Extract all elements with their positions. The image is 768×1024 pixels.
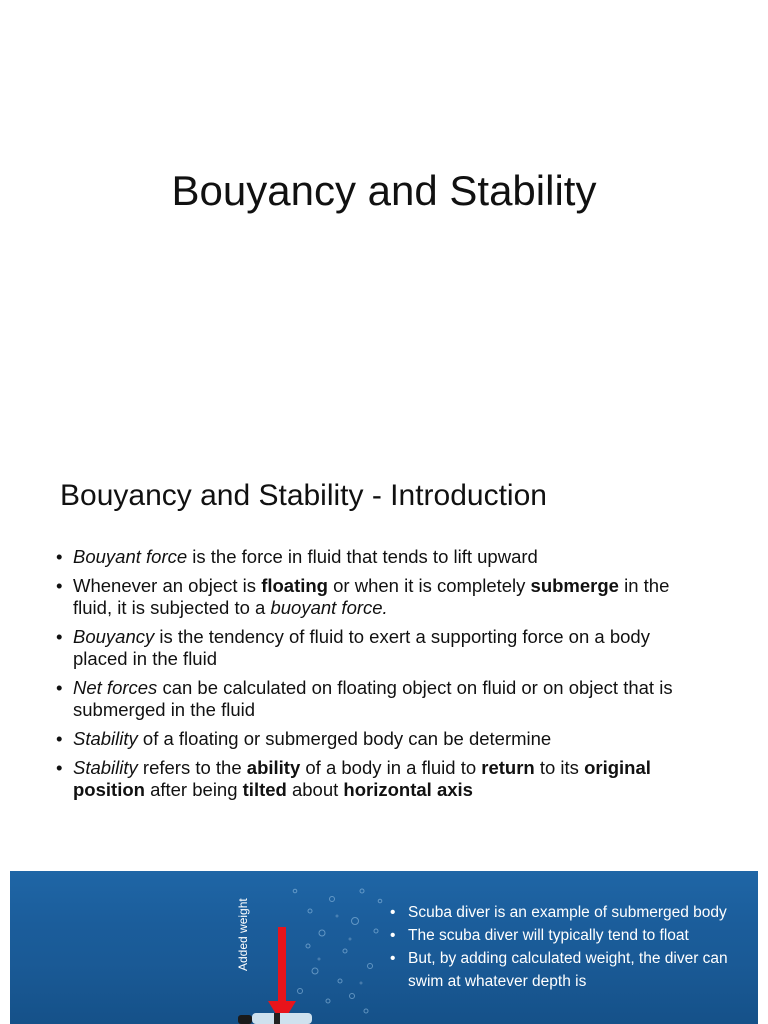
bullet-item [56,757,706,801]
scuba-bullet-text: The scuba diver will typically tend to float [408,927,689,944]
bullet-text: after being [144,779,243,800]
bullet-item [56,728,706,750]
bullet-marker: • [56,728,63,749]
bullet-text: to its [534,757,585,778]
scuba-bullet-item [390,901,742,924]
slide-title: Bouyancy and Stability [171,167,597,214]
bullet-item [56,677,706,721]
bullet-marker: • [56,677,63,698]
bullet-list [56,546,706,808]
bold-text: return [481,757,535,778]
bullet-marker: • [56,757,63,778]
scuba-bullet-text: But, by adding calculated weight, the diver can swim at whatever depth is [408,950,728,990]
italic-text: Bouyant force [73,546,188,567]
bullet-marker: • [56,626,63,647]
bullet-text: of a floating or submerged body can be determine [137,728,552,749]
bold-text: original position [73,757,651,800]
bold-text: tilted [242,779,287,800]
scuba-bullet-text: Scuba diver is an example of submerged body [408,904,727,921]
scuba-tank-graphic [238,1011,318,1024]
bold-text: submerge [530,575,619,596]
bullet-marker: • [56,575,63,596]
bold-text: horizontal axis [343,779,473,800]
bullet-text: refers to the [137,757,247,778]
bullet-text: about [286,779,344,800]
italic-text: Bouyancy [73,626,155,647]
scuba-diver-slide [10,871,758,1024]
bullet-item [56,546,706,568]
bullet-marker: • [390,927,396,944]
bullet-text: in the fluid, it is subjected to a [73,575,670,618]
bullet-item [56,626,706,670]
bullet-text: is the tendency of fluid to exert a supporting force on a body placed in the fluid [73,626,650,669]
italic-text: Stability [73,728,138,749]
bullet-marker: • [390,950,396,967]
title-slide [0,0,768,432]
scuba-bullet-list [390,901,742,993]
bullet-marker: • [390,904,396,921]
slide-heading: Bouyancy and Stability - Introduction [60,479,547,512]
bullet-item [56,575,706,619]
bold-text: floating [261,575,328,596]
bullet-text: of a body in a fluid to [300,757,482,778]
bold-text: ability [246,757,301,778]
italic-text: Stability [73,757,138,778]
bullet-text: or when it is completely [327,575,531,596]
down-arrow-icon [268,927,296,1024]
scuba-bullet-item [390,947,742,993]
italic-text: buoyant force. [270,597,388,618]
bullet-text: is the force in fluid that tends to lift upward [187,546,538,567]
scuba-bullet-item [390,924,742,947]
italic-text: Net forces [73,677,158,698]
bullet-marker: • [56,546,63,567]
bullet-text: Whenever an object is [73,575,262,596]
bullet-text: can be calculated on floating object on fluid or on object that is submerged in the fluid [73,677,673,720]
introduction-slide [0,432,768,864]
added-weight-label: Added weight [236,898,250,971]
